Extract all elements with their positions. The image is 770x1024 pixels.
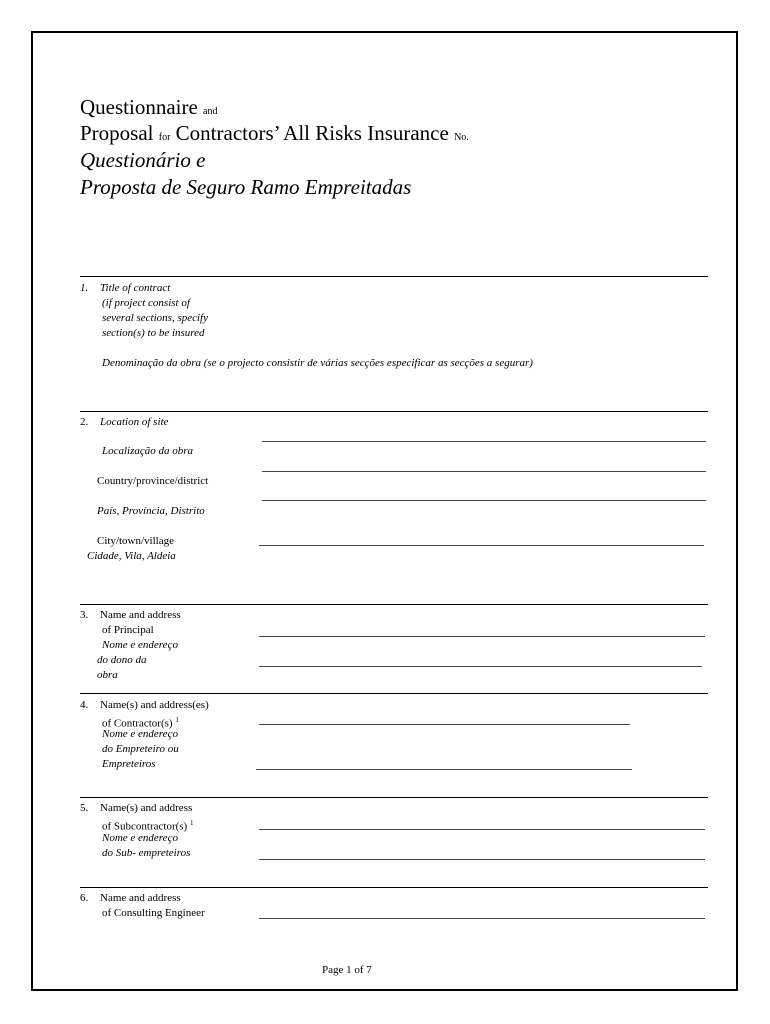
principal-field-line-2[interactable] (259, 666, 702, 667)
title-questionnaire: Questionnaire (80, 95, 198, 119)
section-2-country-en: Country/province/district (97, 475, 209, 487)
section-4-line-3: Nome e endereço (102, 728, 178, 740)
section-1-title-en-3: several sections, specify (102, 312, 208, 324)
section-1-title-en-4: section(s) to be insured (102, 327, 205, 339)
page-number: Page 1 of 7 (322, 964, 372, 976)
contractor-field-line-2[interactable] (256, 769, 632, 770)
footnote-marker: 1 (189, 819, 194, 827)
section-divider (80, 693, 708, 694)
section-6-number: 6. (80, 892, 89, 904)
section-divider (80, 604, 708, 605)
subcontractor-field-line-2[interactable] (259, 859, 705, 860)
section-6-line-2: of Consulting Engineer (102, 907, 205, 919)
section-3-line-1: Name and address (100, 609, 181, 621)
section-4-line-1: Name(s) and address(es) (100, 699, 209, 711)
section-5-number: 5. (80, 802, 89, 814)
section-4-contractor-label: of Contractor(s) (102, 717, 173, 730)
section-2-city-en: City/town/village (97, 535, 174, 547)
section-divider (80, 887, 708, 888)
contractor-field-line-1[interactable] (259, 724, 630, 725)
section-2-city-pt: Cidade, Vila, Aldeia (87, 550, 176, 562)
section-5-line-4: do Sub- empreteiros (102, 847, 191, 859)
title-car-insurance: Contractors’ All Risks Insurance (175, 121, 449, 145)
section-5-line-3: Nome e endereço (102, 832, 178, 844)
title-for: for (158, 132, 171, 143)
section-6-line-1: Name and address (100, 892, 181, 904)
section-2-number: 2. (80, 416, 89, 428)
section-2-country-pt: País, Província, Distrito (97, 505, 205, 517)
title-proposal: Proposal (80, 121, 154, 145)
location-field-line[interactable] (262, 441, 706, 442)
subcontractor-field-line-1[interactable] (259, 829, 705, 830)
section-2-location-pt: Localização da obra (102, 445, 194, 457)
section-1-title-en-1: Title of contract (100, 282, 171, 294)
section-5-line-1: Name(s) and address (100, 802, 193, 814)
city-field-line[interactable] (259, 545, 704, 546)
section-1-title-pt: Denominação da obra (se o projecto consistir de várias secções especificar as secções a segurar) (102, 357, 533, 369)
consulting-engineer-field-line[interactable] (259, 918, 705, 919)
section-3-number: 3. (80, 609, 89, 621)
country-field-line[interactable] (262, 471, 706, 472)
title-and: and (203, 106, 218, 117)
section-3-line-4: do dono da (97, 654, 147, 666)
footnote-marker: 1 (175, 716, 179, 724)
section-3-line-5: obra (97, 669, 118, 681)
section-divider (80, 411, 708, 412)
section-1-title-en-2: (if project consist of (102, 297, 190, 309)
section-4-number: 4. (80, 699, 89, 711)
section-divider (80, 276, 708, 277)
title-pt-line-1: Questionário e (80, 148, 206, 172)
principal-field-line-1[interactable] (259, 636, 705, 637)
section-divider (80, 797, 708, 798)
title-pt-line-2: Proposta de Seguro Ramo Empreitadas (80, 175, 412, 199)
country-pt-field-line[interactable] (262, 500, 706, 501)
section-3-line-3: Nome e endereço (102, 639, 178, 651)
section-3-line-2: of Principal (102, 624, 154, 636)
section-5-subcontractor-label: of Subcontractor(s) (102, 820, 188, 833)
section-1-number: 1. (80, 282, 89, 294)
title-no: No. (454, 132, 469, 143)
section-4-line-4: do Empreteiro ou (102, 743, 179, 755)
section-2-location-en: Location of site (100, 416, 169, 428)
section-4-line-5: Empreteiros (102, 758, 156, 770)
